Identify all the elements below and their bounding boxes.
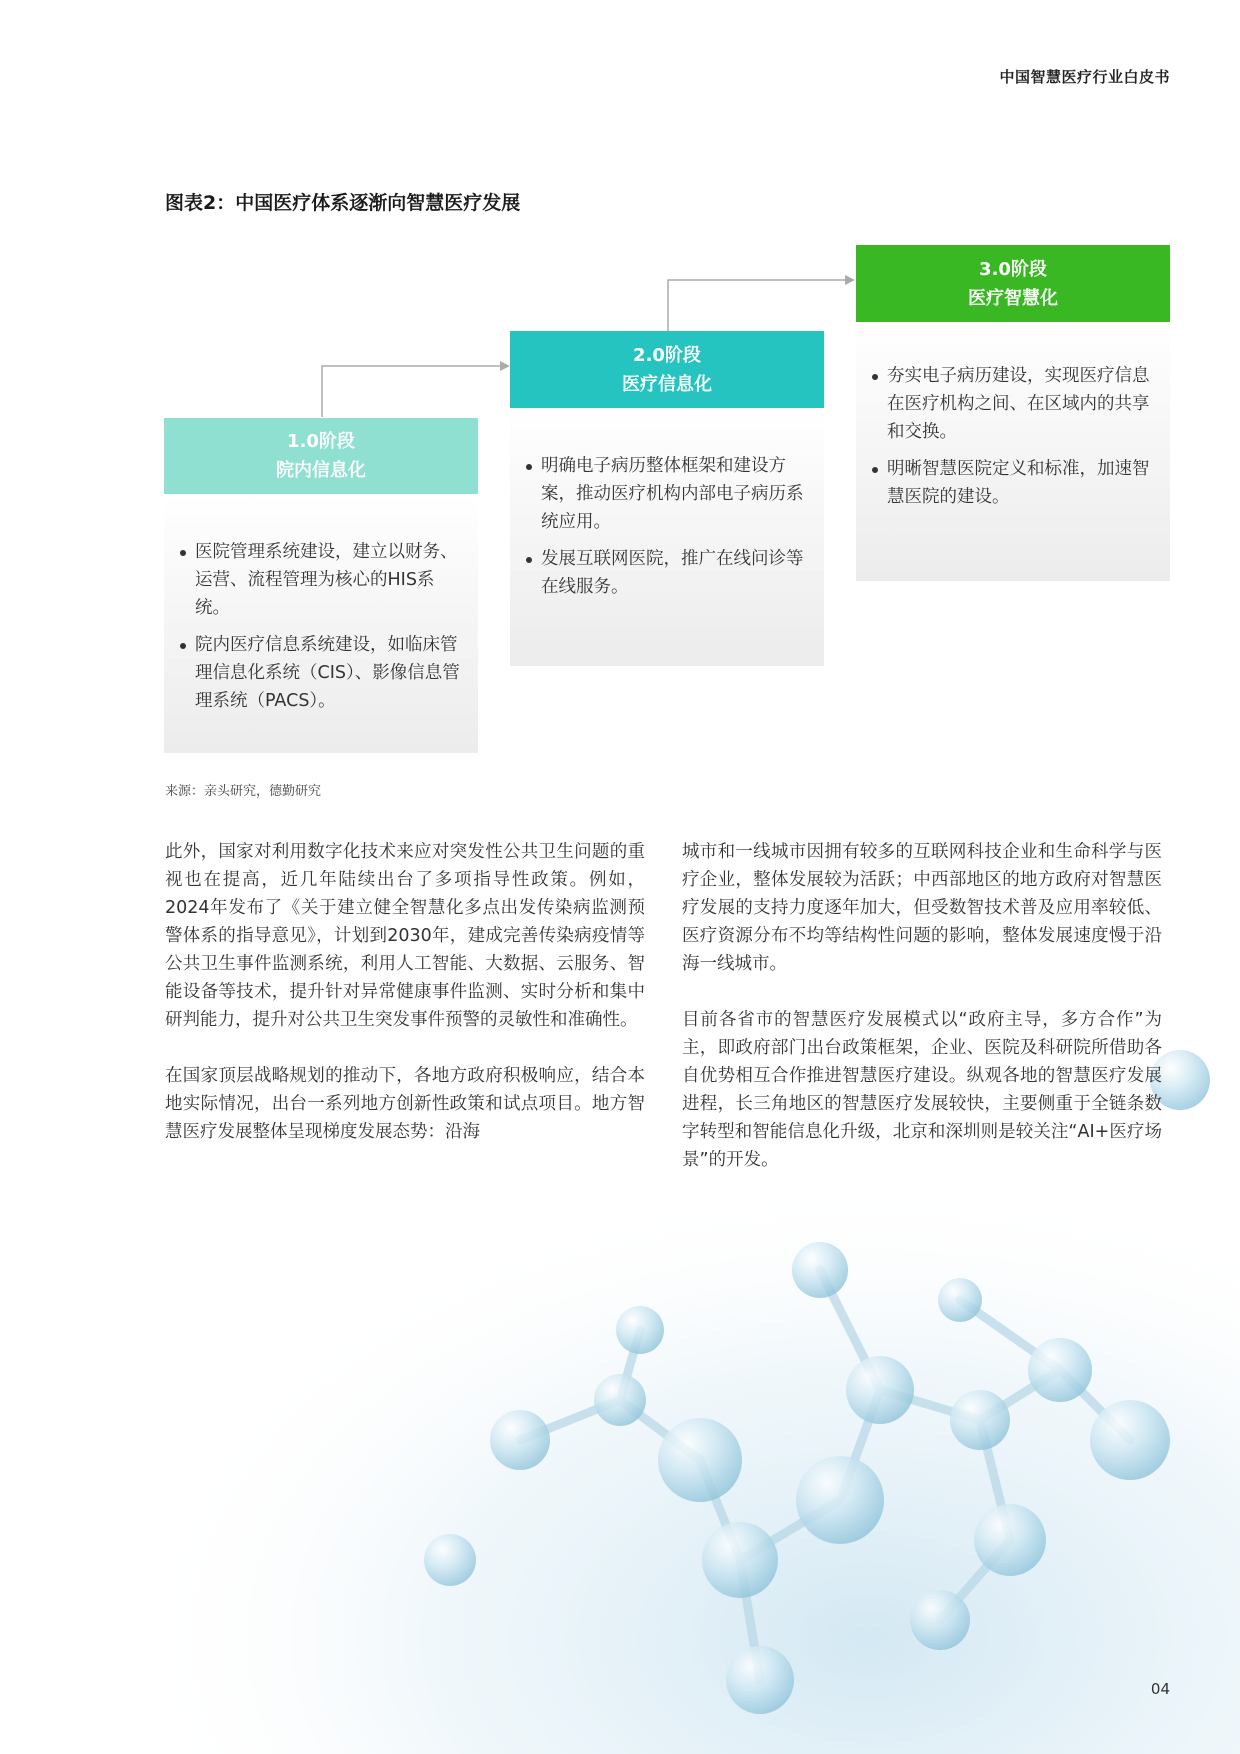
stage-1-bullet: 医院管理系统建设，建立以财务、运营、流程管理为核心的HIS系统。	[170, 538, 460, 622]
stage-2-details	[510, 408, 824, 666]
body-paragraph: 城市和一线城市因拥有较多的互联网科技企业和生命科学与医疗企业，整体发展较为活跃；中西部地区的地方政府对智慧医疗发展的支持力度逐年加大，但受数智技术普及应用率较低、医疗资源分布不均等结构性问题的影响，整体发展速度慢于沿海一线城市。	[682, 842, 1162, 974]
stage-2-bullet: 明确电子病历整体框架和建设方案，推动医疗机构内部电子病历系统应用。	[516, 452, 812, 536]
figure-title: 图表2：中国医疗体系逐渐向智慧医疗发展	[165, 192, 521, 214]
stage-1-bullet: 院内医疗信息系统建设，如临床管理信息化系统（CIS）、影像信息管理系统（PACS）。	[170, 631, 460, 715]
stage-3-label: 3.0阶段	[979, 258, 1047, 280]
stage-3-bullet: 夯实电子病历建设，实现医疗信息在医疗机构之间、在区域内的共享和交换。	[862, 362, 1158, 446]
stage-2-bullet: 发展互联网医院，推广在线问诊等在线服务。	[516, 545, 812, 601]
figure-source: 来源：亲头研究，德勤研究	[165, 784, 322, 799]
stage-2-name: 医疗信息化	[622, 373, 712, 395]
body-column-right	[682, 838, 1162, 1202]
body-paragraph: 在国家顶层战略规划的推动下，各地方政府积极响应，结合本地实际情况，出台一系列地方创新性政策和试点项目。地方智慧医疗发展整体呈现梯度发展态势：沿海	[165, 1066, 645, 1142]
stage-1-name: 院内信息化	[276, 460, 366, 481]
page-number: 04	[1150, 1680, 1170, 1698]
stage-1-header	[164, 418, 478, 494]
report-title: 中国智慧医疗行业白皮书	[999, 68, 1170, 86]
stage-3-name: 医疗智慧化	[968, 287, 1058, 309]
stage-3-details	[856, 322, 1170, 581]
body-column-left	[165, 838, 645, 1174]
stage-2-label: 2.0阶段	[633, 344, 701, 366]
stage-1-details	[164, 494, 478, 753]
stage-1-label: 1.0阶段	[287, 431, 355, 452]
stage-3-bullet: 明晰智慧医院定义和标准，加速智慧医院的建设。	[862, 455, 1158, 511]
body-paragraph: 目前各省市的智慧医疗发展模式以“政府主导，多方合作”为主，即政府部门出台政策框架，企业、医院及科研院所借助各自优势相互合作推进智慧医疗建设。纵观各地的智慧医疗发展进程，长三角地区的智慧医疗发展较快，主要侧重于全链条数字转型和智能信息化升级，北京和深圳则是较关注“AI+医疗场景”的开发。	[682, 1010, 1162, 1170]
stage-3-header	[856, 245, 1170, 322]
body-paragraph: 此外，国家对利用数字化技术来应对突发性公共卫生问题的重视也在提高，近几年陆续出台了多项指导性政策。例如，2024年发布了《关于建立健全智慧化多点出发传染病监测预警体系的指导意见》，计划到2030年，建成完善传染病疫情等公共卫生事件监测系统，利用人工智能、大数据、云服务、智能设备等技术，提升针对异常健康事件监测、实时分析和集中研判能力，提升对公共卫生突发事件预警的灵敏性和准确性。	[165, 842, 645, 1030]
stage-2-header	[510, 331, 824, 408]
